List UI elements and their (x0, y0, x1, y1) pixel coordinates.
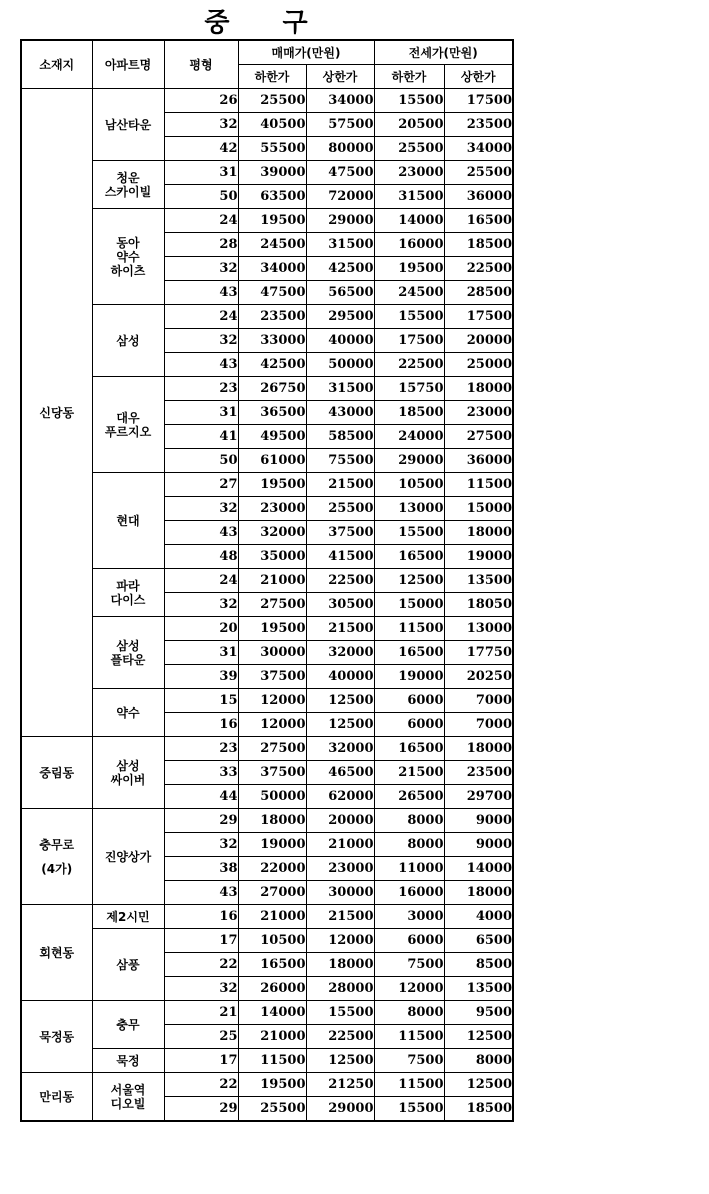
jeonse-high-cell: 8000 (444, 1049, 513, 1073)
cell-line: 대우 (116, 410, 140, 425)
sale-high-cell: 75500 (306, 449, 374, 473)
header-sale-high: 상한가 (306, 65, 374, 89)
jeonse-high-cell: 12500 (444, 1073, 513, 1097)
cell-line: 서울역 (110, 1082, 146, 1097)
sale-low-cell: 19000 (238, 833, 306, 857)
cell-line: 회현동 (39, 945, 75, 960)
apartment-cell (92, 305, 164, 377)
sale-high-cell: 32000 (306, 737, 374, 761)
size-cell: 43 (164, 881, 238, 905)
apartment-cell (92, 689, 164, 737)
jeonse-high-cell: 25500 (444, 161, 513, 185)
cell-line: 현대 (116, 513, 140, 528)
apartment-cell (92, 209, 164, 305)
size-cell: 20 (164, 617, 238, 641)
jeonse-high-cell: 20000 (444, 329, 513, 353)
sale-high-cell: 57500 (306, 113, 374, 137)
sale-high-cell: 23000 (306, 857, 374, 881)
sale-high-cell: 29500 (306, 305, 374, 329)
sale-low-cell: 16500 (238, 953, 306, 977)
cell-line: 남산타운 (104, 117, 152, 132)
sale-low-cell: 25500 (238, 89, 306, 113)
sale-low-cell: 30000 (238, 641, 306, 665)
cell-line: 파라 (116, 578, 140, 593)
size-cell: 38 (164, 857, 238, 881)
size-cell: 24 (164, 209, 238, 233)
jeonse-high-cell: 23500 (444, 761, 513, 785)
sale-high-cell: 12000 (306, 929, 374, 953)
sale-high-cell: 80000 (306, 137, 374, 161)
sale-high-cell: 47500 (306, 161, 374, 185)
sale-low-cell: 26750 (238, 377, 306, 401)
jeonse-high-cell: 13000 (444, 617, 513, 641)
cell-line: 다이스 (110, 592, 146, 607)
size-cell: 33 (164, 761, 238, 785)
jeonse-low-cell: 24000 (374, 425, 444, 449)
sale-low-cell: 18000 (238, 809, 306, 833)
jeonse-low-cell: 23000 (374, 161, 444, 185)
sale-low-cell: 33000 (238, 329, 306, 353)
size-cell: 28 (164, 233, 238, 257)
apartment-cell (92, 737, 164, 809)
sale-high-cell: 21000 (306, 833, 374, 857)
table-row (21, 89, 513, 113)
jeonse-low-cell: 15500 (374, 89, 444, 113)
jeonse-high-cell: 17500 (444, 305, 513, 329)
cell-line: 동아 (116, 235, 140, 250)
jeonse-high-cell: 13500 (444, 569, 513, 593)
jeonse-low-cell: 14000 (374, 209, 444, 233)
size-cell: 48 (164, 545, 238, 569)
size-cell: 32 (164, 257, 238, 281)
table-row (21, 377, 513, 401)
size-cell: 44 (164, 785, 238, 809)
jeonse-low-cell: 31500 (374, 185, 444, 209)
apartment-cell (92, 473, 164, 569)
jeonse-low-cell: 16500 (374, 545, 444, 569)
sale-high-cell: 32000 (306, 641, 374, 665)
sale-high-cell: 12500 (306, 689, 374, 713)
cell-line: 푸르지오 (104, 424, 152, 439)
jeonse-low-cell: 24500 (374, 281, 444, 305)
size-cell: 25 (164, 1025, 238, 1049)
jeonse-high-cell: 27500 (444, 425, 513, 449)
jeonse-high-cell: 18000 (444, 377, 513, 401)
location-cell (21, 809, 92, 905)
jeonse-low-cell: 16500 (374, 737, 444, 761)
jeonse-high-cell: 36000 (444, 185, 513, 209)
sale-low-cell: 36500 (238, 401, 306, 425)
sale-low-cell: 19500 (238, 617, 306, 641)
sale-low-cell: 12000 (238, 713, 306, 737)
sale-high-cell: 12500 (306, 713, 374, 737)
jeonse-low-cell: 17500 (374, 329, 444, 353)
cell-line: (4가) (41, 861, 73, 876)
jeonse-high-cell: 20250 (444, 665, 513, 689)
sale-high-cell: 40000 (306, 665, 374, 689)
size-cell: 16 (164, 713, 238, 737)
sale-low-cell: 10500 (238, 929, 306, 953)
table-row (21, 809, 513, 833)
location-cell (21, 1073, 92, 1122)
jeonse-low-cell: 29000 (374, 449, 444, 473)
location-cell (21, 89, 92, 737)
size-cell: 50 (164, 449, 238, 473)
jeonse-high-cell: 18500 (444, 233, 513, 257)
sale-low-cell: 47500 (238, 281, 306, 305)
cell-line: 삼성 (116, 333, 140, 348)
jeonse-high-cell: 14000 (444, 857, 513, 881)
size-cell: 22 (164, 1073, 238, 1097)
sale-high-cell: 28000 (306, 977, 374, 1001)
cell-line: 하이츠 (110, 263, 146, 278)
jeonse-low-cell: 12500 (374, 569, 444, 593)
cell-line: 삼성 (116, 638, 140, 653)
jeonse-high-cell: 17500 (444, 89, 513, 113)
size-cell: 15 (164, 689, 238, 713)
jeonse-low-cell: 6000 (374, 713, 444, 737)
sale-high-cell: 58500 (306, 425, 374, 449)
cell-line: 묵정동 (39, 1029, 75, 1044)
sale-low-cell: 19500 (238, 209, 306, 233)
sale-high-cell: 62000 (306, 785, 374, 809)
jeonse-high-cell: 13500 (444, 977, 513, 1001)
jeonse-high-cell: 25000 (444, 353, 513, 377)
size-cell: 31 (164, 641, 238, 665)
apartment-cell (92, 377, 164, 473)
sale-high-cell: 21500 (306, 617, 374, 641)
location-cell (21, 1001, 92, 1073)
header-jeonse-price: 전세가(만원) (374, 40, 513, 65)
cell-line: 중림동 (39, 765, 75, 780)
jeonse-low-cell: 15500 (374, 305, 444, 329)
sale-low-cell: 23000 (238, 497, 306, 521)
size-cell: 32 (164, 833, 238, 857)
sale-high-cell: 41500 (306, 545, 374, 569)
sale-high-cell: 50000 (306, 353, 374, 377)
sale-low-cell: 63500 (238, 185, 306, 209)
sale-low-cell: 55500 (238, 137, 306, 161)
sale-low-cell: 11500 (238, 1049, 306, 1073)
cell-line: 신당동 (39, 405, 75, 420)
jeonse-high-cell: 9000 (444, 809, 513, 833)
size-cell: 22 (164, 953, 238, 977)
header-apartment: 아파트명 (92, 40, 164, 89)
sale-high-cell: 29000 (306, 209, 374, 233)
size-cell: 17 (164, 929, 238, 953)
sale-high-cell: 72000 (306, 185, 374, 209)
jeonse-low-cell: 20500 (374, 113, 444, 137)
size-cell: 26 (164, 89, 238, 113)
sale-high-cell: 22500 (306, 1025, 374, 1049)
sale-high-cell: 22500 (306, 569, 374, 593)
sale-low-cell: 37500 (238, 665, 306, 689)
jeonse-high-cell: 15000 (444, 497, 513, 521)
jeonse-low-cell: 8000 (374, 833, 444, 857)
jeonse-low-cell: 11000 (374, 857, 444, 881)
header-size: 평형 (164, 40, 238, 89)
jeonse-high-cell: 16500 (444, 209, 513, 233)
jeonse-low-cell: 15000 (374, 593, 444, 617)
sale-low-cell: 42500 (238, 353, 306, 377)
cell-line: 만리동 (39, 1089, 75, 1104)
jeonse-high-cell: 11500 (444, 473, 513, 497)
sale-low-cell: 49500 (238, 425, 306, 449)
size-cell: 31 (164, 161, 238, 185)
size-cell: 32 (164, 113, 238, 137)
size-cell: 32 (164, 329, 238, 353)
jeonse-low-cell: 16500 (374, 641, 444, 665)
jeonse-high-cell: 19000 (444, 545, 513, 569)
jeonse-low-cell: 19000 (374, 665, 444, 689)
sale-low-cell: 39000 (238, 161, 306, 185)
cell-line: 삼풍 (116, 957, 140, 972)
header-row (21, 40, 513, 65)
size-cell: 32 (164, 977, 238, 1001)
sale-high-cell: 37500 (306, 521, 374, 545)
jeonse-low-cell: 21500 (374, 761, 444, 785)
cell-line: 플타운 (110, 652, 146, 667)
page-title: 중 구 (204, 8, 330, 38)
jeonse-low-cell: 8000 (374, 1001, 444, 1025)
jeonse-high-cell: 23000 (444, 401, 513, 425)
table-row (21, 1049, 513, 1073)
jeonse-low-cell: 6000 (374, 929, 444, 953)
table-row (21, 1001, 513, 1025)
size-cell: 43 (164, 353, 238, 377)
size-cell: 29 (164, 1097, 238, 1122)
sale-high-cell: 25500 (306, 497, 374, 521)
size-cell: 24 (164, 569, 238, 593)
apartment-cell (92, 89, 164, 161)
apartment-cell (92, 809, 164, 905)
jeonse-low-cell: 12000 (374, 977, 444, 1001)
sale-low-cell: 34000 (238, 257, 306, 281)
jeonse-high-cell: 6500 (444, 929, 513, 953)
size-cell: 23 (164, 737, 238, 761)
sale-low-cell: 19500 (238, 1073, 306, 1097)
jeonse-high-cell: 22500 (444, 257, 513, 281)
jeonse-high-cell: 7000 (444, 689, 513, 713)
cell-line: 약수 (116, 249, 140, 264)
apartment-cell (92, 161, 164, 209)
jeonse-low-cell: 22500 (374, 353, 444, 377)
jeonse-low-cell: 8000 (374, 809, 444, 833)
cell-line: 제2시민 (106, 909, 150, 924)
sale-high-cell: 18000 (306, 953, 374, 977)
jeonse-low-cell: 7500 (374, 953, 444, 977)
cell-line: 진양상가 (104, 849, 152, 864)
jeonse-high-cell: 9500 (444, 1001, 513, 1025)
cell-line: 삼성 (116, 758, 140, 773)
sale-high-cell: 12500 (306, 1049, 374, 1073)
apartment-cell (92, 1049, 164, 1073)
jeonse-low-cell: 11500 (374, 1073, 444, 1097)
sale-high-cell: 21250 (306, 1073, 374, 1097)
sale-high-cell: 46500 (306, 761, 374, 785)
jeonse-low-cell: 11500 (374, 617, 444, 641)
size-cell: 27 (164, 473, 238, 497)
table-row (21, 209, 513, 233)
sale-high-cell: 40000 (306, 329, 374, 353)
size-cell: 29 (164, 809, 238, 833)
sale-low-cell: 32000 (238, 521, 306, 545)
sale-low-cell: 19500 (238, 473, 306, 497)
jeonse-low-cell: 15500 (374, 1097, 444, 1122)
jeonse-high-cell: 8500 (444, 953, 513, 977)
sale-low-cell: 27500 (238, 593, 306, 617)
table-row (21, 161, 513, 185)
table-row (21, 617, 513, 641)
size-cell: 32 (164, 593, 238, 617)
sale-high-cell: 31500 (306, 233, 374, 257)
jeonse-high-cell: 4000 (444, 905, 513, 929)
apartment-cell (92, 929, 164, 1001)
sale-low-cell: 14000 (238, 1001, 306, 1025)
sale-high-cell: 29000 (306, 1097, 374, 1122)
header-sale-price: 매매가(만원) (238, 40, 374, 65)
jeonse-high-cell: 18000 (444, 521, 513, 545)
size-cell: 39 (164, 665, 238, 689)
apartment-cell (92, 1073, 164, 1122)
sale-high-cell: 21500 (306, 905, 374, 929)
jeonse-low-cell: 16000 (374, 233, 444, 257)
sale-low-cell: 35000 (238, 545, 306, 569)
sale-low-cell: 61000 (238, 449, 306, 473)
cell-line: 충무 (116, 1017, 140, 1032)
jeonse-high-cell: 29700 (444, 785, 513, 809)
table-row (21, 737, 513, 761)
cell-line: 충무로 (39, 837, 75, 852)
jeonse-low-cell: 7500 (374, 1049, 444, 1073)
jeonse-high-cell: 18500 (444, 1097, 513, 1122)
cell-line: 약수 (116, 705, 140, 720)
size-cell: 17 (164, 1049, 238, 1073)
jeonse-low-cell: 13000 (374, 497, 444, 521)
jeonse-high-cell: 17750 (444, 641, 513, 665)
table-row (21, 929, 513, 953)
jeonse-high-cell: 9000 (444, 833, 513, 857)
sale-low-cell: 21000 (238, 1025, 306, 1049)
jeonse-high-cell: 36000 (444, 449, 513, 473)
size-cell: 32 (164, 497, 238, 521)
apartment-cell (92, 905, 164, 929)
apartment-price-table (20, 39, 514, 1122)
jeonse-low-cell: 18500 (374, 401, 444, 425)
jeonse-low-cell: 15750 (374, 377, 444, 401)
sale-low-cell: 27000 (238, 881, 306, 905)
sale-high-cell: 42500 (306, 257, 374, 281)
table-row (21, 305, 513, 329)
sale-low-cell: 12000 (238, 689, 306, 713)
apartment-cell (92, 617, 164, 689)
header-jeonse-low: 하한가 (374, 65, 444, 89)
size-cell: 16 (164, 905, 238, 929)
jeonse-low-cell: 10500 (374, 473, 444, 497)
table-body (21, 89, 513, 1122)
jeonse-high-cell: 7000 (444, 713, 513, 737)
cell-line: 청운 (116, 170, 140, 185)
cell-line: 스카이빌 (104, 184, 152, 199)
jeonse-high-cell: 23500 (444, 113, 513, 137)
jeonse-low-cell: 26500 (374, 785, 444, 809)
sale-high-cell: 43000 (306, 401, 374, 425)
jeonse-low-cell: 16000 (374, 881, 444, 905)
apartment-cell (92, 1001, 164, 1049)
table-row (21, 569, 513, 593)
size-cell: 43 (164, 521, 238, 545)
cell-line: 디오빌 (110, 1096, 146, 1111)
sale-low-cell: 40500 (238, 113, 306, 137)
sale-high-cell: 30000 (306, 881, 374, 905)
sale-low-cell: 24500 (238, 233, 306, 257)
sale-low-cell: 26000 (238, 977, 306, 1001)
size-cell: 43 (164, 281, 238, 305)
jeonse-low-cell: 19500 (374, 257, 444, 281)
header-sale-low: 하한가 (238, 65, 306, 89)
size-cell: 24 (164, 305, 238, 329)
jeonse-high-cell: 34000 (444, 137, 513, 161)
header-jeonse-high: 상한가 (444, 65, 513, 89)
jeonse-low-cell: 11500 (374, 1025, 444, 1049)
sale-high-cell: 20000 (306, 809, 374, 833)
sale-low-cell: 25500 (238, 1097, 306, 1122)
size-cell: 42 (164, 137, 238, 161)
sale-high-cell: 34000 (306, 89, 374, 113)
jeonse-high-cell: 18000 (444, 881, 513, 905)
table-row (21, 473, 513, 497)
sale-low-cell: 22000 (238, 857, 306, 881)
size-cell: 31 (164, 401, 238, 425)
apartment-cell (92, 569, 164, 617)
jeonse-low-cell: 6000 (374, 689, 444, 713)
sale-low-cell: 27500 (238, 737, 306, 761)
sale-low-cell: 21000 (238, 905, 306, 929)
sale-low-cell: 23500 (238, 305, 306, 329)
table-row (21, 1073, 513, 1097)
jeonse-low-cell: 25500 (374, 137, 444, 161)
sale-low-cell: 50000 (238, 785, 306, 809)
jeonse-high-cell: 12500 (444, 1025, 513, 1049)
location-cell (21, 737, 92, 809)
table-row (21, 905, 513, 929)
sale-low-cell: 37500 (238, 761, 306, 785)
jeonse-low-cell: 15500 (374, 521, 444, 545)
sale-high-cell: 21500 (306, 473, 374, 497)
size-cell: 50 (164, 185, 238, 209)
jeonse-high-cell: 18000 (444, 737, 513, 761)
jeonse-high-cell: 18050 (444, 593, 513, 617)
header-location: 소재지 (21, 40, 92, 89)
jeonse-high-cell: 28500 (444, 281, 513, 305)
size-cell: 41 (164, 425, 238, 449)
sale-high-cell: 31500 (306, 377, 374, 401)
cell-line: 싸이버 (110, 772, 146, 787)
sale-high-cell: 56500 (306, 281, 374, 305)
table-row (21, 689, 513, 713)
sale-high-cell: 30500 (306, 593, 374, 617)
sale-low-cell: 21000 (238, 569, 306, 593)
jeonse-low-cell: 3000 (374, 905, 444, 929)
location-cell (21, 905, 92, 1001)
sale-high-cell: 15500 (306, 1001, 374, 1025)
size-cell: 23 (164, 377, 238, 401)
size-cell: 21 (164, 1001, 238, 1025)
cell-line: 묵정 (116, 1053, 140, 1068)
